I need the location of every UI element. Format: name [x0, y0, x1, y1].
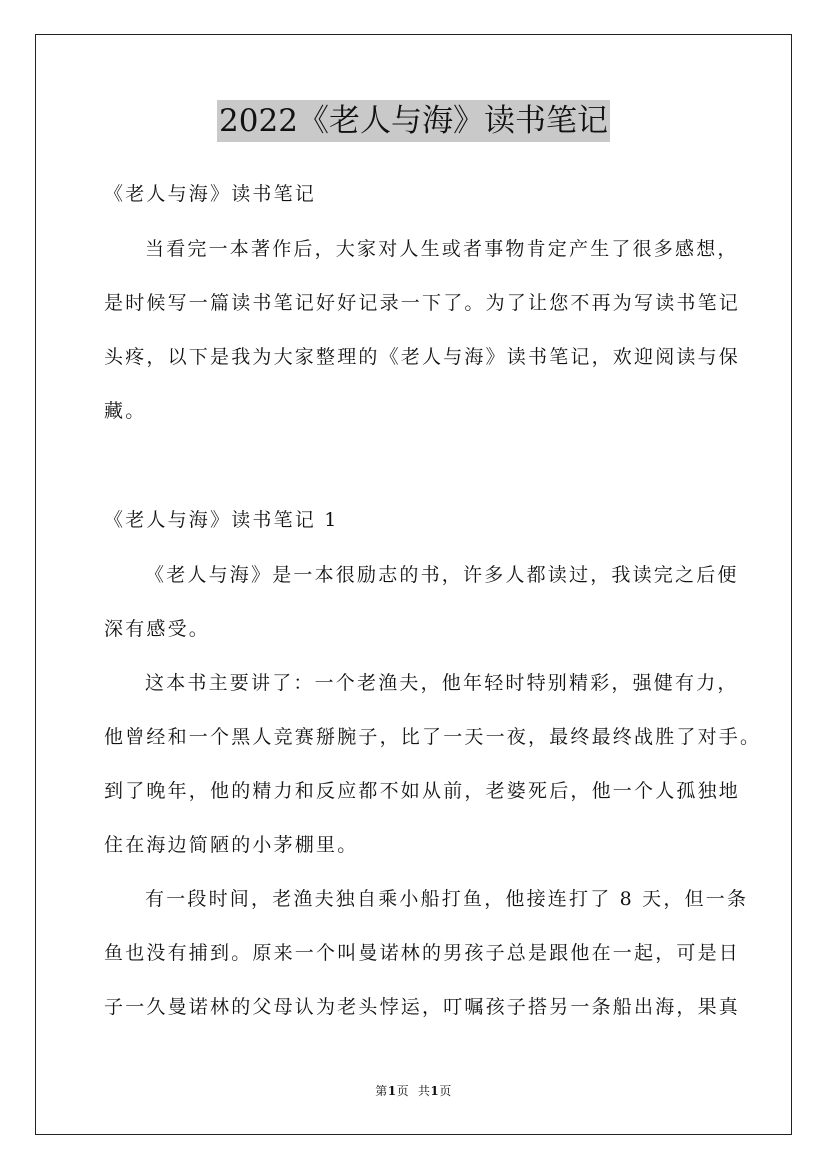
page-footer	[0, 1083, 827, 1099]
paragraph-line: 《老人与海》是一本很励志的书，许多人都读过，我读完之后便	[145, 564, 739, 586]
paragraph-line: 到了晚年，他的精力和反应都不如从前，老婆死后，他一个人孤独地	[104, 780, 741, 802]
paragraph-line: 子一久曼诺林的父母认为老头悖运，叮嘱孩子搭另一条船出海，果真	[104, 996, 741, 1018]
footer-total-number: 1	[430, 1084, 440, 1098]
paragraph-line: 有一段时间，老渔夫独自乘小船打鱼，他接连打了 8 天，但一条	[145, 888, 749, 910]
paragraph-line: 鱼也没有捕到。原来一个叫曼诺林的男孩子总是跟他在一起，可是日	[104, 942, 741, 964]
title-container	[0, 100, 827, 142]
intro-line: 藏。	[104, 400, 147, 422]
footer-page-suffix: 页	[396, 1084, 410, 1098]
paragraph-line: 这本书主要讲了：一个老渔夫，他年轻时特别精彩，强健有力，	[145, 672, 739, 694]
footer-page-prefix: 第	[375, 1084, 388, 1098]
paragraph-line: 住在海边简陋的小茅棚里。	[104, 834, 359, 856]
section-heading: 《老人与海》读书笔记 1	[104, 509, 339, 531]
paragraph-line: 他曾经和一个黑人竞赛掰腕子，比了一天一夜，最终最终战胜了对手。	[104, 726, 762, 748]
paragraph-line: 深有感受。	[104, 618, 211, 640]
footer-page-number: 1	[387, 1084, 397, 1098]
document-title: 2022《老人与海》读书笔记	[217, 100, 610, 142]
intro-line: 当看完一本著作后，大家对人生或者事物肯定产生了很多感想，	[145, 238, 739, 260]
footer-total-suffix: 页	[439, 1084, 452, 1098]
intro-line: 是时候写一篇读书笔记好好记录一下了。为了让您不再为写读书笔记	[104, 292, 741, 314]
intro-line: 头疼，以下是我为大家整理的《老人与海》读书笔记，欢迎阅读与保	[104, 346, 741, 368]
footer-total-prefix: 共	[417, 1084, 431, 1098]
section-heading: 《老人与海》读书笔记	[104, 183, 317, 205]
